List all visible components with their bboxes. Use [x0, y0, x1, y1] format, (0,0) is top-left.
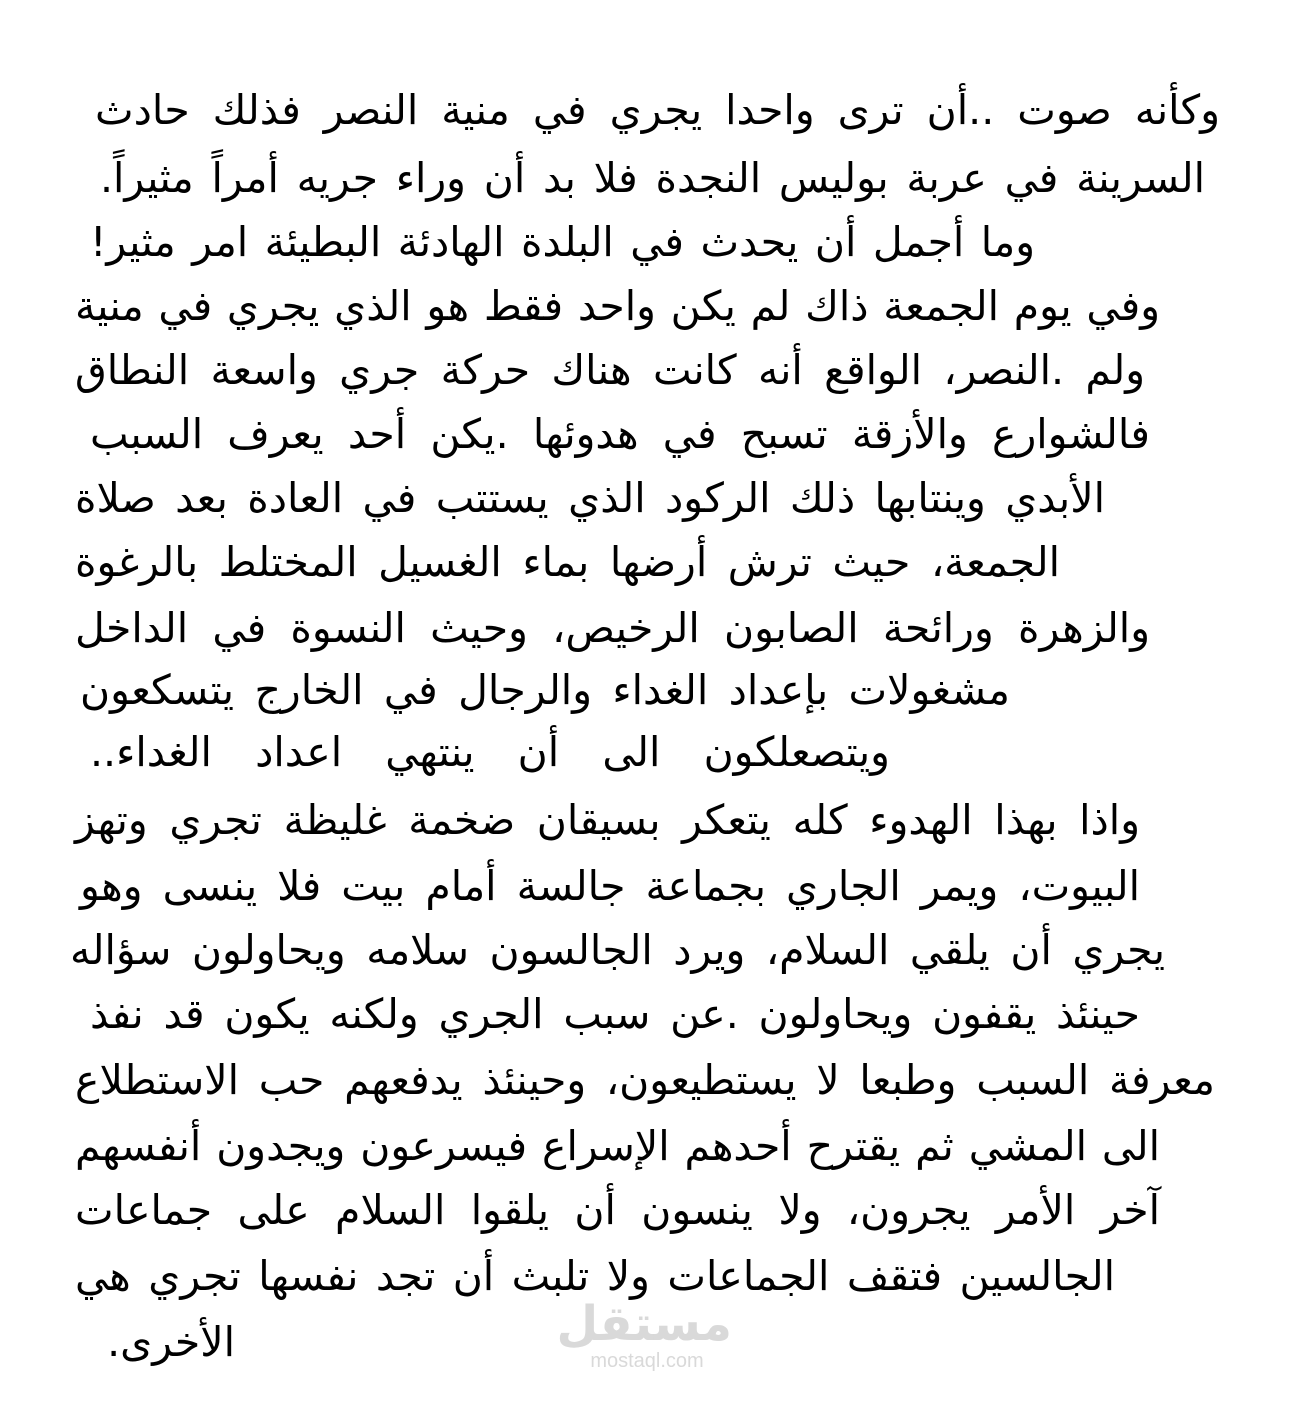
text-line: واذا بهذا الهدوء كله يتعكر بسيقان ضخمة غليظة تجري وتهز	[75, 796, 1140, 844]
text-line: حينئذ يقفون ويحاولون .عن سبب الجري ولكنه يكون قد نفذ	[90, 990, 1140, 1038]
text-line: يجري أن يلقي السلام، ويرد الجالسون سلامه ويحاولون سؤاله	[70, 926, 1165, 974]
text-line: وفي يوم الجمعة ذاك لم يكن واحد فقط هو الذي يجري في منية	[75, 282, 1160, 330]
mostaql-watermark	[556, 1296, 732, 1372]
text-line: الأخرى.	[107, 1318, 235, 1366]
watermark-url: mostaql.com	[590, 1350, 704, 1372]
text-line: البيوت، ويمر الجاري بجماعة جالسة أمام بيت فلا ينسى وهو	[80, 862, 1140, 910]
text-line: والزهرة ورائحة الصابون الرخيص، وحيث النسوة في الداخل	[75, 604, 1150, 652]
text-line: الجمعة، حيث ترش أرضها بماء الغسيل المختلط بالرغوة	[75, 538, 1060, 586]
text-line: الجالسين فتقف الجماعات ولا تلبث أن تجد نفسها تجري هي	[75, 1252, 1115, 1300]
text-line: الى المشي ثم يقترح أحدهم الإسراع فيسرعون ويجدون أنفسهم	[75, 1122, 1160, 1170]
text-line: السرينة في عربة بوليس النجدة فلا بد أن وراء جريه أمراً مثيراً.	[100, 154, 1205, 202]
text-line: ويتصعلكون الى أن ينتهي اعداد الغداء..	[90, 728, 890, 776]
text-line: معرفة السبب وطبعا لا يستطيعون، وحينئذ يدفعهم حب الاستطلاع	[75, 1056, 1215, 1104]
text-line: ولم .النصر، الواقع أنه كانت هناك حركة جري واسعة النطاق	[75, 346, 1145, 394]
watermark-arabic-logo: مستقل	[556, 1296, 732, 1352]
text-line: آخر الأمر يجرون، ولا ينسون أن يلقوا السلام على جماعات	[75, 1186, 1160, 1234]
text-line: فالشوارع والأزقة تسبح في هدوئها .يكن أحد يعرف السبب	[90, 410, 1150, 458]
text-line: وما أجمل أن يحدث في البلدة الهادئة البطيئة امر مثير!	[90, 218, 1035, 266]
text-line: مشغولات بإعداد الغداء والرجال في الخارج يتسكعون	[80, 666, 1010, 714]
text-line: وكأنه صوت ..أن ترى واحدا يجري في منية النصر فذلك حادث	[95, 86, 1220, 134]
text-line: الأبدي وينتابها ذلك الركود الذي يستتب في العادة بعد صلاة	[75, 474, 1105, 522]
